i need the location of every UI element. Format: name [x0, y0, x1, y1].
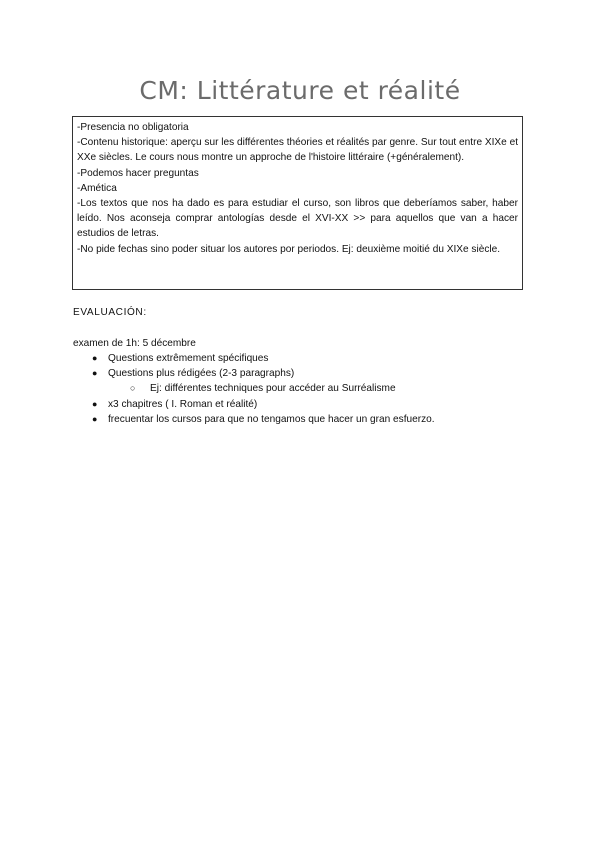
note-line: -Amética: [77, 182, 117, 194]
list-item-text: Questions extrêmement spécifiques: [108, 353, 269, 364]
note-line: -Contenu historique: aperçu sur les différentes théories et réalités par genre. Sur tout entre XIXe et XXe siècles. Le cours nous montre un approche de l'histoire littéraire (+généralement).: [77, 137, 518, 164]
list-item-text: Questions plus rédigées (2-3 paragraphs): [108, 368, 295, 380]
list-item: [90, 366, 550, 381]
list-item: [90, 412, 550, 427]
note-line: -Presencia no obligatoria: [77, 122, 189, 133]
list-item: [90, 397, 550, 412]
note-line: -Podemos hacer preguntas: [77, 167, 199, 179]
bullet-icon: ●: [92, 398, 98, 409]
evaluation-heading: EVALUACIÓN:: [73, 307, 147, 318]
notes-box: [72, 116, 523, 290]
note-line: -No pide fechas sino poder situar los autores por periodos. Ej: deuxième moitié du XIXe siècle.: [77, 243, 501, 255]
list-item-text: x3 chapitres ( I. Roman et réalité): [108, 398, 258, 410]
list-item-text: frecuentar los cursos para que no tengamos que hacer un gran esfuerzo.: [108, 413, 435, 425]
exam-line: examen de 1h: 5 décembre: [73, 338, 196, 349]
evaluation-bullet-list: [90, 351, 550, 427]
bullet-icon: ●: [92, 368, 98, 379]
list-item-text: Ej: différentes techniques pour accéder au Surréalisme: [150, 383, 396, 395]
note-line: -Los textos que nos ha dado es para estudiar el curso, son libros que deberíamos saber, haber leído. Nos aconseja comprar antologías desde el XVI-XX >> para aquellos que van a hacer estudios de letras.: [77, 198, 518, 240]
list-item: [90, 351, 550, 366]
list-subitem: [90, 381, 550, 396]
bullet-icon: ●: [92, 353, 98, 363]
bullet-icon: ●: [92, 413, 98, 424]
hollow-bullet-icon: ○: [130, 383, 136, 394]
page-title: CM: Littérature et réalité: [139, 76, 461, 105]
